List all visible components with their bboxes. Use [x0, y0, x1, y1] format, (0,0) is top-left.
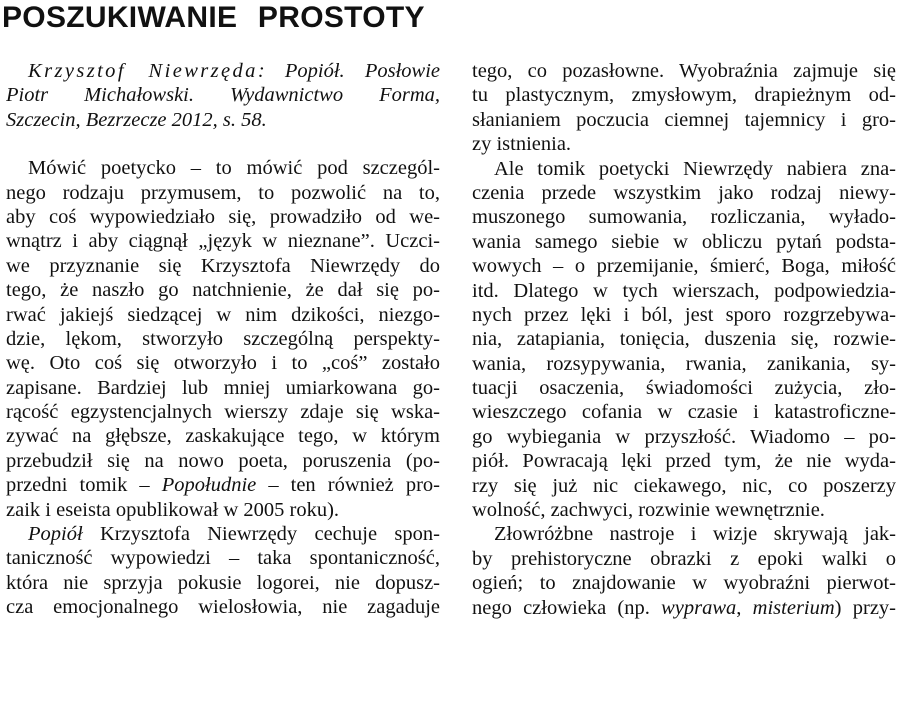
text-line: wania, rozsypywania, rwania, zanikania, sy-	[472, 352, 896, 375]
citation-author: Krzysztof Niewrzęda	[28, 60, 258, 82]
text-segment: nego człowieka (np.	[472, 596, 662, 619]
text-line: dzie, lękom, stworzyło szczególną perspekty-	[6, 327, 440, 350]
citation-line: Szczecin, Bezrzecze 2012, s. 58.	[6, 108, 267, 131]
text-line: wnątrz i aby ciągnął „język w nieznane”. Uczci-	[6, 230, 440, 253]
text-line: tego, że naszło go natchnienie, że dał się po-	[6, 279, 440, 302]
emphasis: wyprawa	[661, 596, 737, 619]
text-line: cza emocjonalnego wielosłowia, nie zagaduje	[6, 596, 440, 619]
text-segment: – ten również pro-	[256, 474, 440, 497]
text-line: która nie sprzyja pokusie logorei, nie dopusz-	[6, 571, 440, 594]
text-line: wieszczego cofania w czasie i katastroficzne-	[472, 401, 896, 424]
text-line: zy istnienia.	[472, 133, 572, 156]
text-line: nego rodzaju przymusem, to pozwolić na to,	[6, 181, 440, 204]
text-line: Mówić poetycko – to mówić pod szczegól-	[28, 157, 440, 180]
text-segment: Krzysztofa Niewrzędy cechuje spon-	[82, 523, 440, 546]
text-line: zywać na głębsze, zaskakujące tego, w którym	[6, 425, 440, 448]
left-column	[6, 59, 440, 620]
text-line: rzy się już nic ciekawego, nic, co poszerzy	[472, 474, 896, 497]
text-line: go wybiegania w przyszłość. Wiadomo – po-	[472, 425, 896, 448]
text-line: piół. Powracają lęki przed tym, że nie wyda-	[472, 450, 896, 473]
article-title: POSZUKIWANIE PROSTOTY	[2, 1, 425, 34]
text-line: ogień; to znajdowanie w wyobraźni pierwot-	[472, 572, 896, 595]
text-line	[6, 473, 440, 497]
right-column	[472, 59, 896, 620]
text-line: zaik i eseista opublikował w 2005 roku).	[6, 498, 340, 521]
text-line: przebudził się na nowo poeta, poruszenia (po-	[6, 449, 440, 472]
text-line: nych przez lęki i ból, jest sporo rozgrzebywa-	[472, 303, 896, 326]
text-line: we przyznanie się Krzysztofa Niewrzędy do	[6, 254, 440, 277]
text-line	[6, 522, 440, 546]
text-line: tuacji osaczenia, świadomości zużycia, zło-	[472, 377, 896, 400]
citation-book-title: : Popiół. Posłowie	[257, 60, 440, 82]
text-line: nia, zatapiania, tonięcia, duszenia się, rozwie-	[472, 328, 896, 351]
text-line: muszonego sumowania, rozliczania, wyłado-	[472, 206, 896, 229]
text-line: wolność, zachwyci, rozwinie wewnętrznie.	[472, 499, 825, 522]
text-line: aby coś wypowiedziało się, prowadziło od we-	[6, 205, 440, 228]
text-line: wowych – o przemijanie, śmierć, Boga, miłość	[472, 255, 896, 278]
text-segment: przedni tomik –	[6, 474, 162, 497]
book-title: Popołudnie	[161, 474, 257, 497]
text-line: słanianiem poczucia ciemnej tajemnicy i gro-	[472, 108, 896, 131]
text-line: wania samego siebie w obliczu pytań podsta-	[472, 230, 896, 253]
text-segment: ) przy-	[834, 596, 896, 619]
text-line: wę. Oto coś się otworzyło i to „coś” zostało	[6, 352, 440, 375]
text-line: tu plastycznym, zmysłowym, drapieżnym od-	[472, 84, 896, 107]
citation-line	[6, 59, 440, 83]
text-line: Złowróżbne nastroje i wizje skrywają jak-	[494, 523, 896, 546]
text-line: by prehistoryczne obrazki z epoki walki o	[472, 547, 896, 570]
text-line: itd. Dlatego w tych wierszach, podpowiedzia-	[472, 279, 896, 302]
text-line	[472, 596, 896, 620]
text-line: czenia przede wszystkim jako rodzaj niewy-	[472, 181, 896, 204]
emphasis: misterium	[752, 596, 835, 619]
text-line: tego, co pozasłowne. Wyobraźnia zajmuje się	[472, 60, 896, 82]
citation-line: Piotr Michałowski. Wydawnictwo Forma,	[6, 84, 440, 107]
text-line: zapisane. Bardziej lub mniej umiarkowana go-	[6, 376, 440, 399]
text-segment: ,	[736, 596, 753, 619]
book-title: Popiół	[28, 523, 83, 546]
text-line: rącość egzystencjalnych wierszy zdaje się wska-	[6, 401, 440, 424]
text-line: taniczność wypowiedzi – taka spontaniczność,	[6, 547, 440, 570]
text-line: Ale tomik poetycki Niewrzędy nabiera zna-	[494, 157, 896, 180]
text-line: rwać jakiejś siedzącej w nim dzikości, niezgo-	[6, 303, 440, 326]
